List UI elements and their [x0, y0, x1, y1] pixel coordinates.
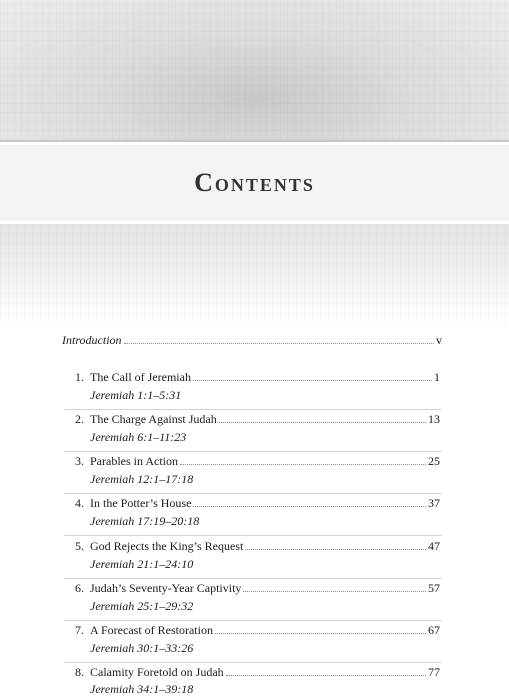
- toc-page-number: 47: [428, 539, 440, 553]
- toc-entry-introduction[interactable]: [62, 333, 442, 348]
- toc-page-number: 57: [428, 581, 440, 595]
- toc-entry-chapter-6[interactable]: [90, 581, 440, 596]
- chapter-title: Judah’s Seventy-Year Captivity: [90, 581, 242, 595]
- toc-page-number: 77: [428, 665, 440, 679]
- scripture-reference: Jeremiah 12:1–17:18: [90, 472, 194, 486]
- subheader-texture: [0, 224, 509, 324]
- dot-leader: [219, 421, 426, 423]
- divider: [64, 535, 442, 536]
- dot-leader: [193, 505, 426, 507]
- scripture-reference: Jeremiah 17:19–20:18: [90, 514, 200, 528]
- divider: [64, 578, 442, 579]
- chapter-title: The Charge Against Judah: [90, 412, 217, 426]
- chapter-title: Calamity Foretold on Judah: [90, 665, 224, 679]
- scripture-reference: Jeremiah 30:1–33:26: [90, 641, 194, 655]
- toc-entry-chapter-4[interactable]: [90, 496, 440, 511]
- toc-entry-chapter-5[interactable]: [90, 539, 440, 554]
- chapter-title: Parables in Action: [90, 454, 178, 468]
- toc-entry-chapter-1[interactable]: [90, 370, 440, 385]
- scripture-reference: Jeremiah 34:1–39:18: [90, 682, 194, 696]
- dot-leader: [215, 632, 426, 634]
- toc-page-number: 1: [434, 370, 440, 384]
- page-title: Contents: [194, 168, 315, 197]
- chapter-title: The Call of Jeremiah: [90, 370, 191, 384]
- scripture-reference: Jeremiah 6:1–11:23: [90, 430, 187, 444]
- dot-leader: [124, 342, 434, 344]
- toc-page-number: 37: [428, 496, 440, 510]
- toc-entry-chapter-2[interactable]: [90, 412, 440, 427]
- divider: [64, 620, 442, 621]
- chapter-title: A Forecast of Restoration: [90, 623, 213, 637]
- toc-entry-label: Introduction: [62, 333, 122, 347]
- scripture-reference: Jeremiah 25:1–29:32: [90, 599, 194, 613]
- toc-page-number: 67: [428, 623, 440, 637]
- toc-entry-chapter-7[interactable]: [90, 623, 440, 638]
- scripture-reference: Jeremiah 1:1–5:31: [90, 388, 182, 402]
- header-texture: [0, 0, 509, 140]
- chapter-number: 2.: [75, 412, 84, 426]
- chapter-title: In the Potter’s House: [90, 496, 192, 510]
- dot-leader: [193, 379, 432, 381]
- divider: [64, 451, 442, 452]
- toc-page-number: 25: [428, 454, 440, 468]
- divider: [64, 662, 442, 663]
- chapter-title: God Rejects the King’s Request: [90, 539, 244, 553]
- divider: [64, 493, 442, 494]
- toc-page-number: v: [436, 333, 442, 347]
- chapter-number: 1.: [75, 370, 84, 384]
- chapter-number: 7.: [75, 623, 84, 637]
- scripture-reference: Jeremiah 21:1–24:10: [90, 557, 194, 571]
- toc-entry-chapter-8[interactable]: [90, 665, 440, 680]
- divider: [64, 409, 442, 410]
- dot-leader: [245, 548, 426, 550]
- dot-leader: [180, 463, 426, 465]
- dot-leader: [226, 674, 426, 676]
- chapter-number: 8.: [75, 665, 84, 679]
- dot-leader: [243, 590, 426, 592]
- chapter-number: 6.: [75, 581, 84, 595]
- toc-page-number: 13: [428, 412, 440, 426]
- chapter-number: 3.: [75, 454, 84, 468]
- toc-entry-chapter-3[interactable]: [90, 454, 440, 469]
- chapter-number: 4.: [75, 496, 84, 510]
- chapter-number: 5.: [75, 539, 84, 553]
